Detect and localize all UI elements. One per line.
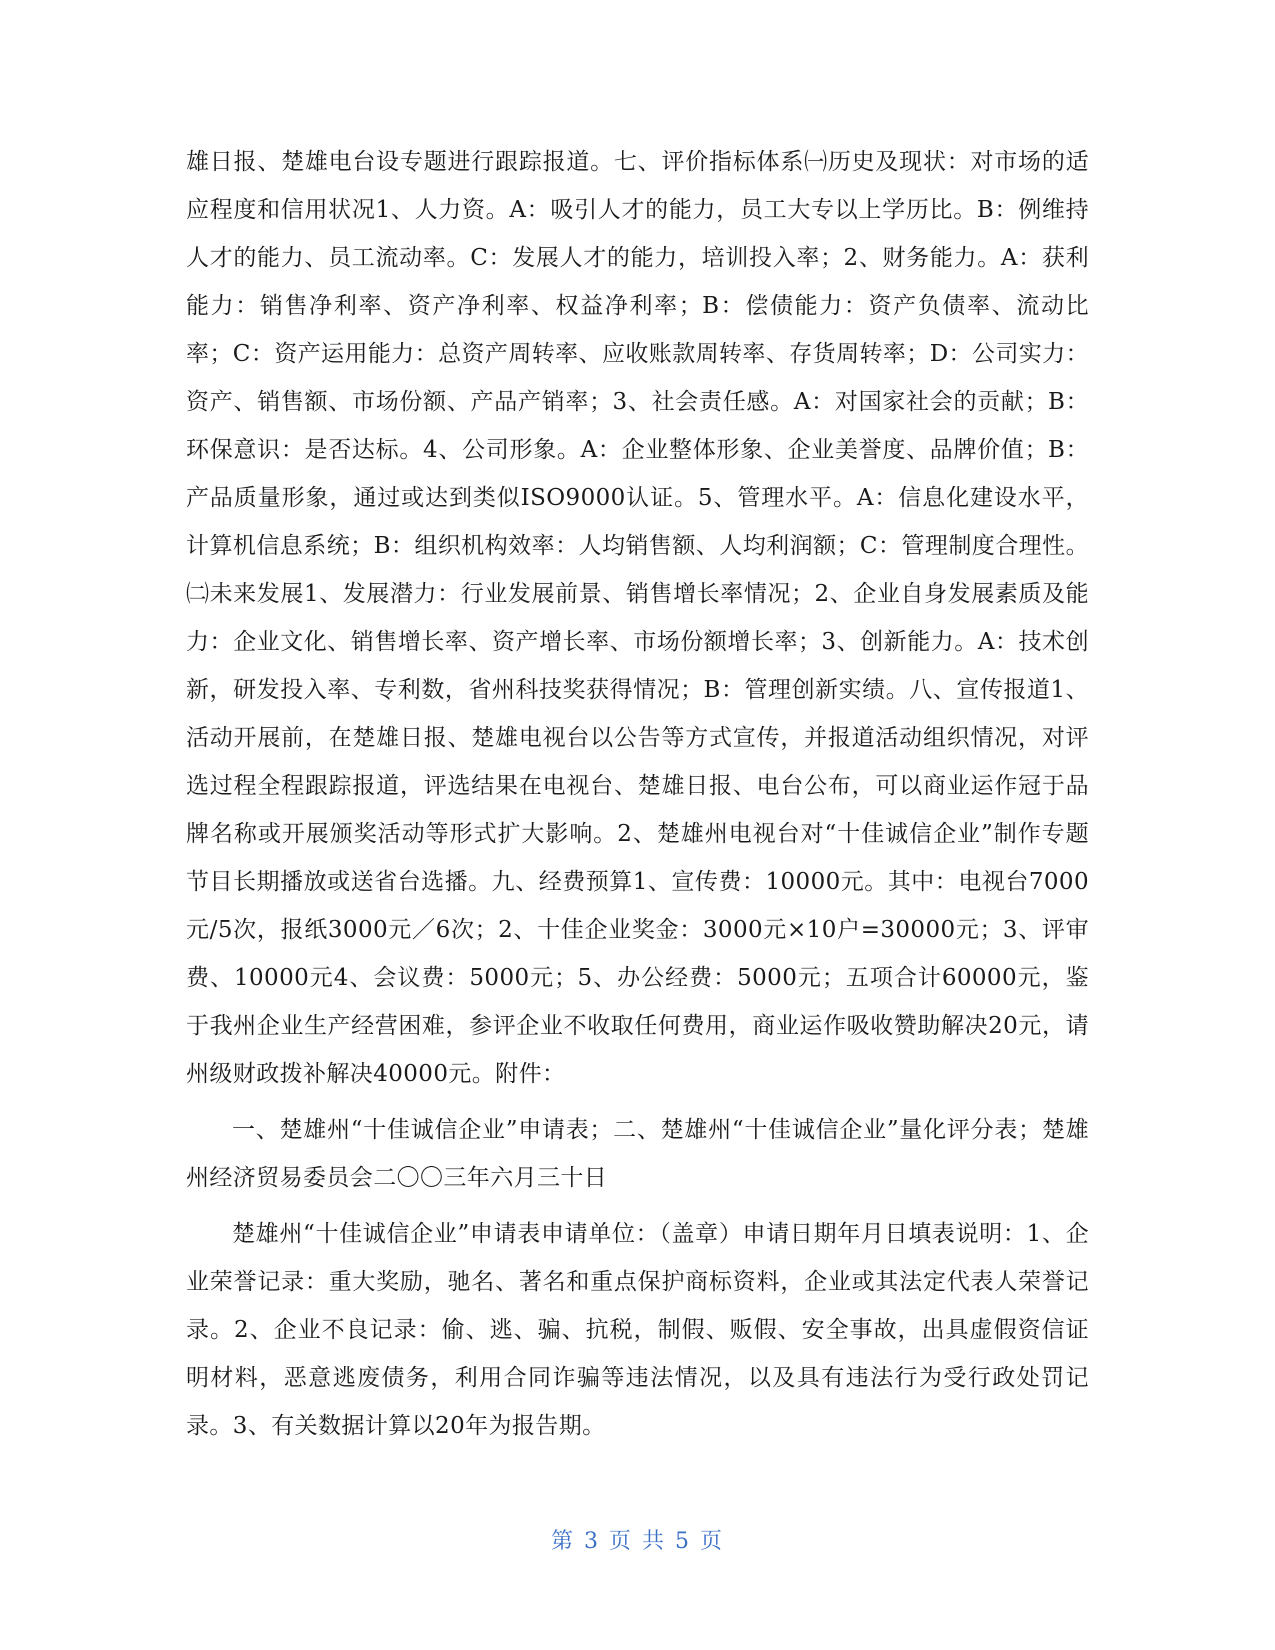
paragraph-application-form: 楚雄州“十佳诚信企业”申请表申请单位：（盖章）申请日期年月日填表说明：1、企业荣誉记录：重大奖励，驰名、著名和重点保护商标资料，企业或其法定代表人荣誉记录。2、企业不良记录：偷、逃、骗、抗税，制假、贩假、安全事故，出具虚假资信证明材料，恶意逃废债务，利用合同诈骗等违法情况，以及具有违法行为受行政处罚记录。3、有关数据计算以20年为报告期。 <box>186 1221 1089 1439</box>
page-number-footer: 第 3 页 共 5 页 <box>551 1529 724 1554</box>
paragraph-attachments: 一、楚雄州“十佳诚信企业”申请表；二、楚雄州“十佳诚信企业”量化评分表；楚雄州经济贸易委员会二〇〇三年六月三十日 <box>186 1117 1089 1191</box>
document-body <box>186 138 1089 1458</box>
paragraph-evaluation-criteria: 雄日报、楚雄电台设专题进行跟踪报道。七、评价指标体系㈠历史及现状：对市场的适应程度和信用状况1、人力资。A：吸引人才的能力，员工大专以上学历比。B：例维持人才的能力、员工流动率。C：发展人才的能力，培训投入率；2、财务能力。A：获利能力：销售净利率、资产净利率、权益净利率；B：偿债能力：资产负债率、流动比率；C：资产运用能力：总资产周转率、应收账款周转率、存货周转率；D：公司实力：资产、销售额、市场份额、产品产销率；3、社会责任感。A：对国家社会的贡献；B：环保意识：是否达标。4、公司形象。A：企业整体形象、企业美誉度、品牌价值；B：产品质量形象，通过或达到类似ISO9000认证。5、管理水平。A：信息化建设水平，计算机信息系统；B：组织机构效率：人均销售额、人均利润额；C：管理制度合理性。㈡未来发展1、发展潜力：行业发展前景、销售增长率情况；2、企业自身发展素质及能力：企业文化、销售增长率、资产增长率、市场份额增长率；3、创新能力。A：技术创新，研发投入率、专利数，省州科技奖获得情况；B：管理创新实绩。八、宣传报道1、活动开展前，在楚雄日报、楚雄电视台以公告等方式宣传，并报道活动组织情况，对评选过程全程跟踪报道，评选结果在电视台、楚雄日报、电台公布，可以商业运作冠于品牌名称或开展颁奖活动等形式扩大影响。2、楚雄州电视台对“十佳诚信企业”制作专题节目长期播放或送省台选播。九、经费预算1、宣传费：10000元。其中：电视台7000元/5次，报纸3000元／6次；2、十佳企业奖金：3000元×10户=30000元；3、评审费、10000元4、会议费：5000元；5、办公经费：5000元；五项合计60000元，鉴于我州企业生产经营困难，参评企业不收取任何费用，商业运作吸收赞助解决20元，请州级财政拨补解决40000元。附件： <box>186 149 1089 1087</box>
